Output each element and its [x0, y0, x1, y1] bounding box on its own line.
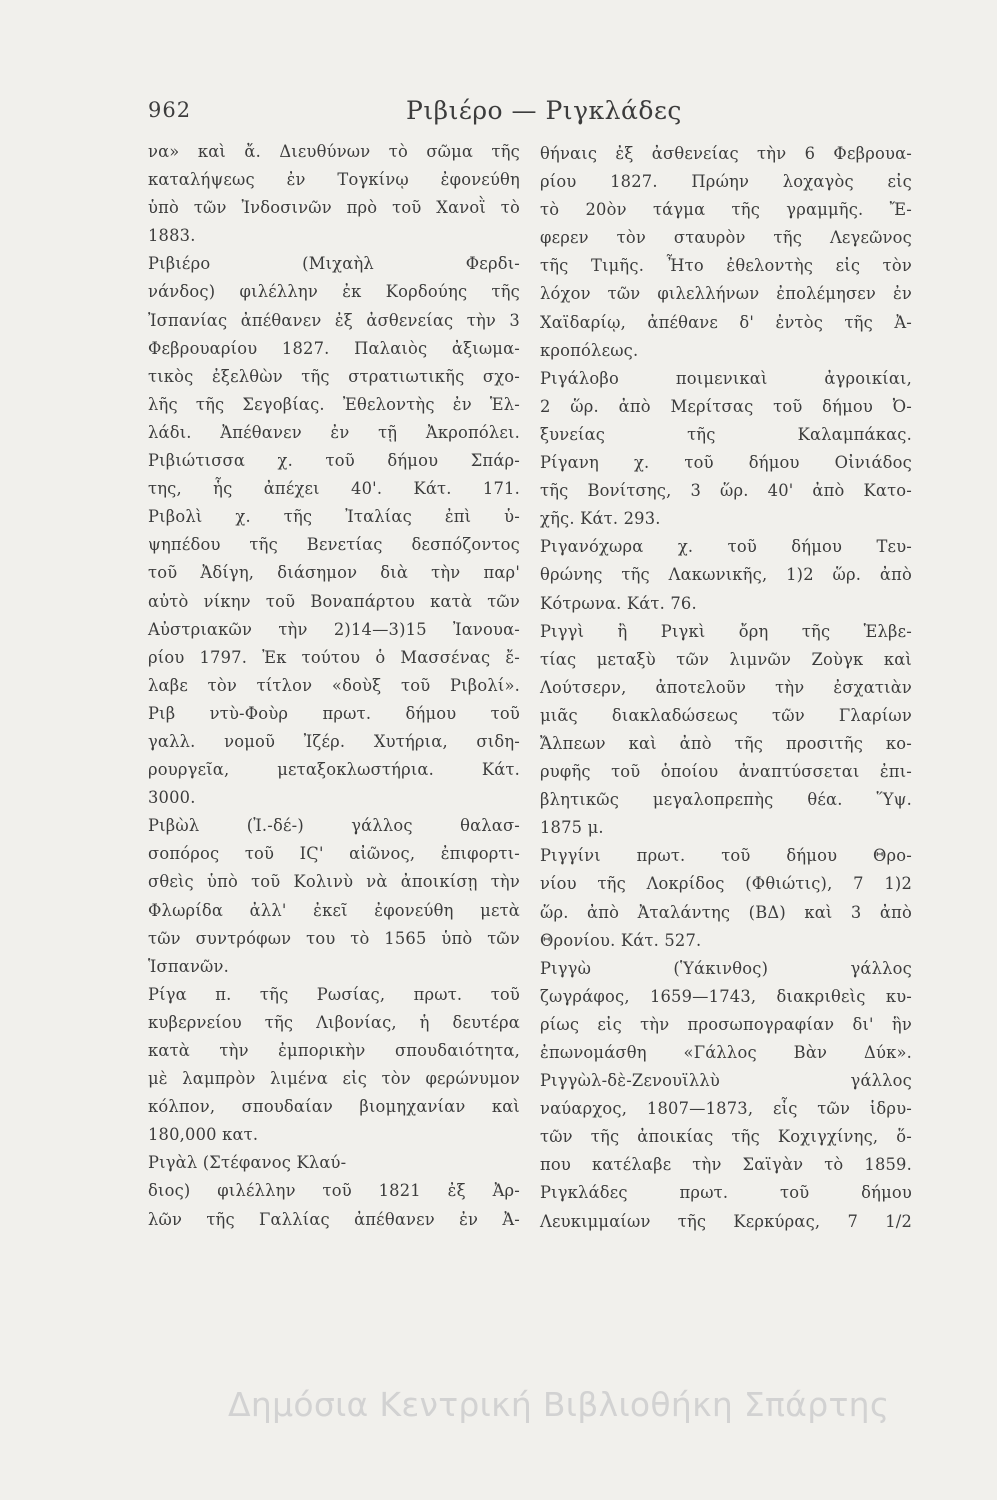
text-line: τῶν συντρόφων του τὸ 1565 ὑπὸ τῶν	[148, 928, 520, 948]
text-line: καταλήψεως ἐν Τογκίνῳ ἐφονεύθη	[148, 170, 520, 190]
text-line: Ἱσπανῶν.	[148, 956, 229, 976]
text-line: ψηπέδου τῆς Βενετίας δεσπόζοντος	[148, 535, 520, 555]
text-line: λῆς τῆς Σεγοβίας. Ἐθελοντὴς ἐν Ἑλ-	[148, 394, 520, 414]
text-line: βλητικῶς μεγαλοπρεπὴς θέα. Ὕψ.	[540, 790, 912, 810]
text-line: κατὰ τὴν ἐμπορικὴν σπουδαιότητα,	[148, 1041, 520, 1060]
text-line: Χαϊδαρίῳ, ἀπέθανε δ' ἐντὸς τῆς Ἀ-	[540, 312, 912, 332]
text-line: νίου τῆς Λοκρίδος (Φθιώτις), 7 1)2	[540, 874, 912, 894]
text-line: τῆς Βονίτσης, 3 ὥρ. 40' ἀπὸ Κατο-	[540, 481, 912, 501]
text-line: ζωγράφος, 1659—1743, διακριθεὶς κυ-	[540, 986, 912, 1006]
text-line: Φλωρίδα ἀλλ' ἐκεῖ ἐφονεύθη μετὰ	[148, 900, 520, 920]
text-line: ρουργεῖα, μεταξοκλωστήρια. Κάτ.	[148, 760, 520, 780]
text-line: μὲ λαμπρὸν λιμένα εἰς τὸν φερώνυμον	[148, 1069, 520, 1089]
text-line: Λευκιμμαίων τῆς Κερκύρας, 7 1/2	[540, 1211, 912, 1231]
text-line: ξυνείας τῆς Καλαμπάκας.	[540, 424, 912, 444]
text-line: Ριγὰλ (Στέφανος Κλαύ-	[148, 1153, 347, 1173]
page-number: 962	[148, 98, 192, 122]
library-watermark: Δημόσια Κεντρική Βιβλιοθήκη Σπάρτης	[228, 1385, 890, 1424]
text-line: ὥρ. ἀπὸ Ἀταλάντης (ΒΔ) καὶ 3 ἀπὸ	[540, 902, 912, 922]
text-line: λῶν τῆς Γαλλίας ἀπέθανεν ἐν Ἀ-	[148, 1209, 520, 1229]
text-line: φερεν τὸν σταυρὸν τῆς Λεγεῶνος	[540, 228, 912, 248]
text-line: ρυφῆς τοῦ ὁποίου ἀναπτύσσεται ἐπι-	[540, 762, 912, 782]
text-line: Ἰσπανίας ἀπέθανεν ἐξ ἀσθενείας τὴν 3	[148, 310, 520, 330]
text-line: κροπόλεως.	[540, 340, 639, 360]
left-column	[148, 138, 520, 1234]
text-line: Ρίγανη χ. τοῦ δήμου Οἰνιάδος	[540, 453, 912, 473]
text-line: ναύαρχος, 1807—1873, εἷς τῶν ἱδρυ-	[540, 1099, 912, 1119]
text-line: τικὸς ἐξελθὼν τῆς στρατιωτικῆς σχο-	[148, 366, 520, 386]
text-line: 2 ὥρ. ἀπὸ Μερίτσας τοῦ δήμου Ὀ-	[540, 396, 912, 416]
text-line: σθεὶς ὑπὸ τοῦ Κολινὺ νὰ ἀποικίσῃ τὴν	[148, 872, 520, 892]
text-line: Ρίγα π. τῆς Ρωσίας, πρωτ. τοῦ	[148, 984, 520, 1004]
text-line: τῶν τῆς ἀποικίας τῆς Κοχιγχίνης, ὅ-	[540, 1127, 912, 1147]
text-line: κυβερνείου τῆς Λιβονίας, ἡ δευτέρα	[148, 1012, 520, 1032]
text-line: Ριγγὶ ἢ Ριγκὶ ὄρη τῆς Ἑλβε-	[540, 621, 912, 641]
text-line: τὸ 20ὸν τάγμα τῆς γραμμῆς. Ἔ-	[540, 200, 912, 220]
text-line: Ριγγὼ (Ὑάκινθος) γάλλος	[540, 958, 912, 978]
text-line: Ριγγὼλ-δὲ-Ζενουϊλλὺ γάλλος	[540, 1071, 912, 1091]
text-line: λάδι. Ἀπέθανεν ἐν τῇ Ἀκροπόλει.	[148, 422, 520, 442]
text-line: Ριβὼλ (Ἰ.-δέ-) γάλλος θαλασ-	[148, 816, 520, 836]
text-line: Ἄλπεων καὶ ἀπὸ τῆς προσιτῆς κο-	[540, 733, 912, 753]
text-line: 180,000 κατ.	[148, 1125, 259, 1145]
running-title: Ριβιέρο — Ριγκλάδες	[406, 96, 682, 125]
right-column	[540, 140, 912, 1236]
text-line: Ριγανόχωρα χ. τοῦ δήμου Τευ-	[540, 537, 912, 557]
text-line: Ριγκλάδες πρωτ. τοῦ δήμου	[540, 1183, 912, 1203]
text-line: Ριγγίνι πρωτ. τοῦ δήμου Θρο-	[540, 846, 912, 866]
text-line: που κατέλαβε τὴν Σαϊγὰν τὸ 1859.	[540, 1155, 912, 1175]
text-line: σοπόρος τοῦ ΙϚ' αἰῶνος, ἐπιφορτι-	[148, 844, 520, 864]
text-line: λόχον τῶν φιλελλήνων ἐπολέμησεν ἐν	[540, 284, 912, 304]
page-header	[148, 98, 848, 134]
text-line: λαβε τὸν τίτλον «δοὺξ τοῦ Ριβολί».	[148, 675, 520, 695]
text-line: Λούτσερν, ἀποτελοῦν τὴν ἐσχατιὰν	[540, 677, 912, 697]
text-line: γαλλ. νομοῦ Ἰζέρ. Χυτήρια, σιδη-	[148, 731, 520, 751]
text-line: Ριβολὶ χ. τῆς Ἰταλίας ἐπὶ ὑ-	[148, 507, 520, 527]
text-line: ρίου 1797. Ἐκ τούτου ὁ Μασσένας ἔ-	[148, 647, 520, 667]
text-line: της, ἧς ἀπέχει 40'. Κάτ. 171.	[148, 479, 520, 499]
text-line: χῆς. Κάτ. 293.	[540, 509, 661, 529]
text-line: Φεβρουαρίου 1827. Παλαιὸς ἀξιωμα-	[148, 338, 520, 358]
text-line: ὑπὸ τῶν Ἰνδοσινῶν πρὸ τοῦ Χανοῒ τὸ	[148, 198, 520, 218]
text-line: να» καὶ ἄ. Διευθύνων τὸ σῶμα τῆς	[148, 142, 520, 161]
text-line: κόλπον, σπουδαίαν βιομηχανίαν καὶ	[148, 1097, 520, 1117]
text-line: Ριβ ντὺ-Φοὺρ πρωτ. δήμου τοῦ	[148, 703, 520, 723]
text-line: τῆς Τιμῆς. Ἦτο ἐθελοντὴς εἰς τὸν	[540, 256, 912, 276]
text-line: ἐπωνομάσθη «Γάλλος Βὰν Δύκ».	[540, 1043, 912, 1062]
text-line: μιᾶς διακλαδώσεως τῶν Γλαρίων	[540, 705, 912, 725]
text-line: θήναις ἐξ ἀσθενείας τὴν 6 Φεβρουα-	[540, 144, 912, 163]
text-line: τοῦ Ἀδίγη, διάσημον διὰ τὴν παρ'	[148, 563, 520, 583]
text-line: ρίως εἰς τὴν προσωπογραφίαν δι' ἣν	[540, 1014, 912, 1034]
text-line: 1883.	[148, 226, 196, 246]
text-line: νάνδος) φιλέλλην ἐκ Κορδούης τῆς	[148, 282, 520, 302]
text-line: Ριβιώτισσα χ. τοῦ δήμου Σπάρ-	[148, 451, 520, 471]
text-line: Θρονίου. Κάτ. 527.	[540, 930, 702, 950]
text-line: διος) φιλέλλην τοῦ 1821 ἐξ Ἀρ-	[148, 1181, 520, 1201]
text-line: ρίου 1827. Πρώην λοχαγὸς εἰς	[540, 172, 912, 192]
text-line: Αὐστριακῶν τὴν 2)14—3)15 Ἰανουα-	[148, 619, 520, 639]
text-line: Ριγάλοβο ποιμενικαὶ ἀγροικίαι,	[540, 368, 912, 388]
text-line: Ριβιέρο (Μιχαὴλ Φερδι-	[148, 254, 520, 274]
text-line: 3000.	[148, 788, 196, 808]
text-line: Κότρωνα. Κάτ. 76.	[540, 593, 697, 613]
text-line: θρώνης τῆς Λακωνικῆς, 1)2 ὥρ. ἀπὸ	[540, 565, 912, 585]
text-line: τίας μεταξὺ τῶν λιμνῶν Ζοὺγκ καὶ	[540, 649, 912, 669]
text-line: 1875 μ.	[540, 818, 604, 838]
text-line: αὐτὸ νίκην τοῦ Βοναπάρτου κατὰ τῶν	[148, 591, 520, 611]
